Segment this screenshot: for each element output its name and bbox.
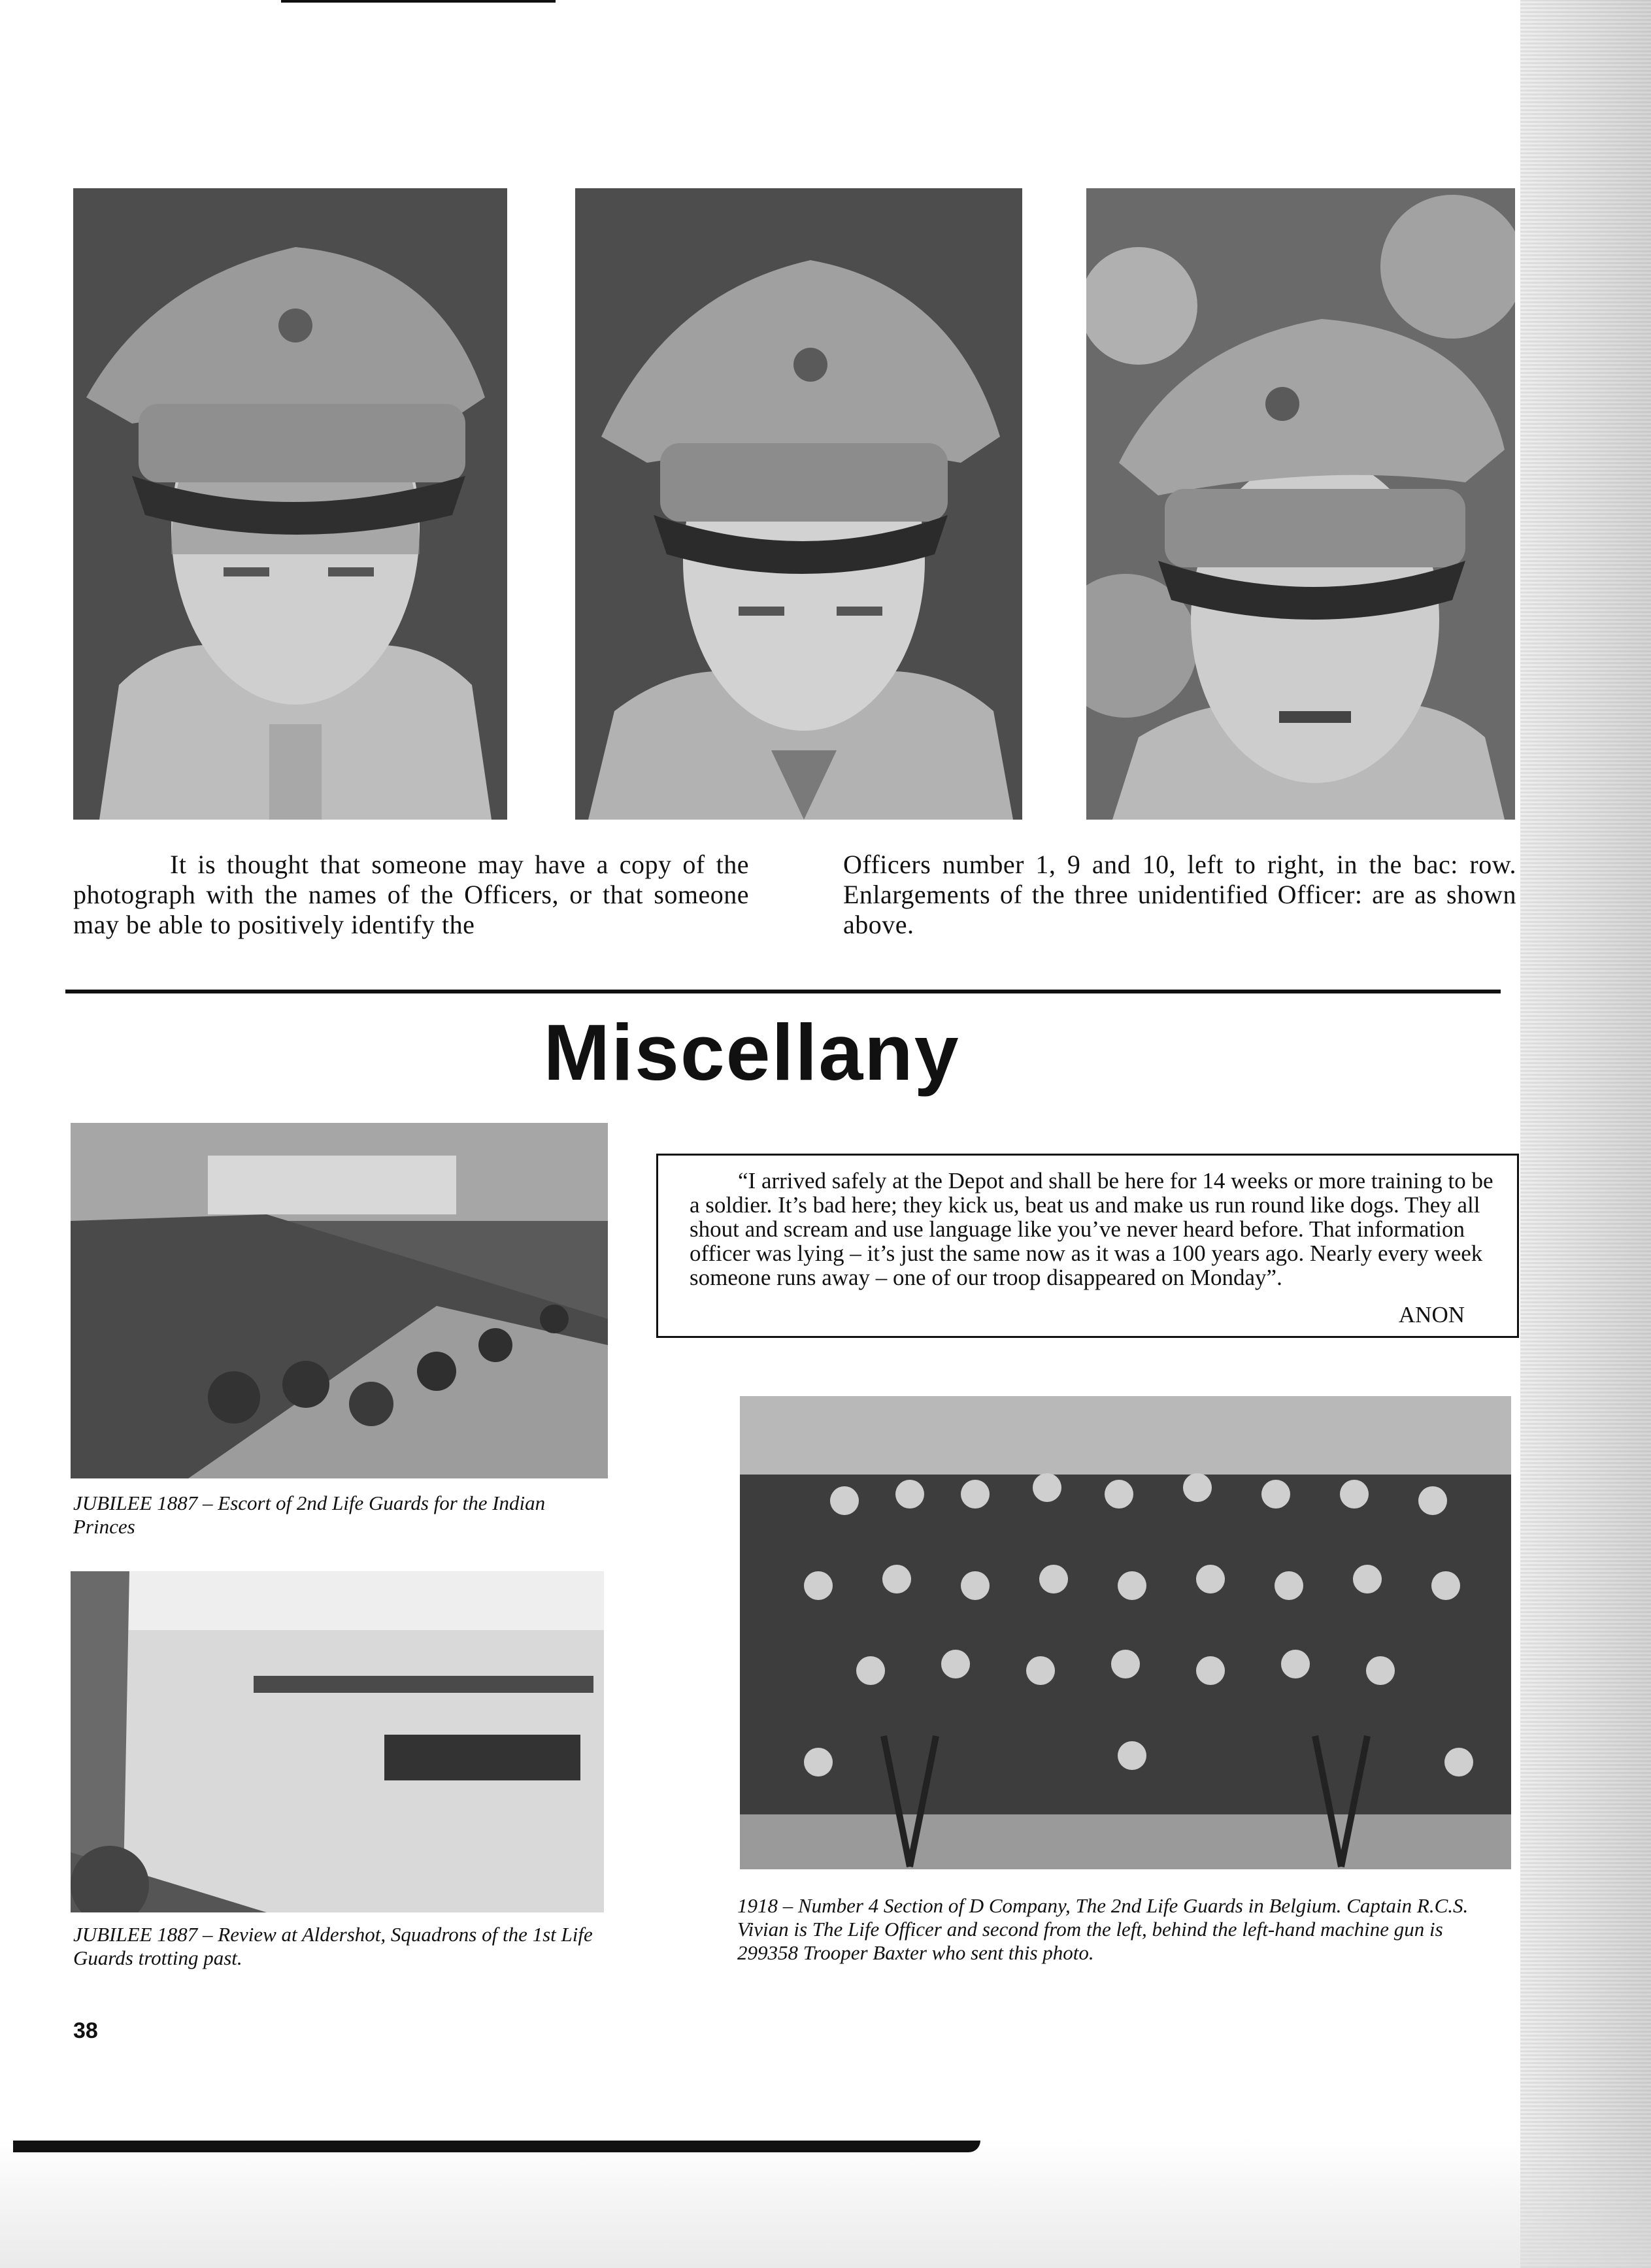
scan-edge-shading [1520,0,1651,2268]
portrait-photo-2 [575,188,1022,820]
portrait-photo-3 [1086,188,1515,820]
jubilee-escort-caption: JUBILEE 1887 – Escort of 2nd Life Guards for the Indian Princes [73,1492,546,1538]
jubilee-review-photo [71,1571,604,1912]
quote-author: ANON [1398,1302,1465,1327]
portrait-photo-1 [73,188,507,820]
section-photo-caption: 1918 – Number 4 Section of D Company, The 2nd Life Guards in Belgium. Captain R.C.S. Vivian is The Life Officer and second from the left, behind the left-hand machine gun is 299358 Trooper Baxter who sent this photo. [737,1894,1469,1964]
intro-paragraph-left: It is thought that someone may have a copy of the photograph with the names of the Officers, or that someone may be able to positively identify the [73,850,749,939]
anon-quote-box [656,1154,1519,1338]
bottom-scan-band [13,2141,980,2152]
page-number: 38 [73,2018,98,2043]
scan-bottom-shading [0,2137,1651,2268]
intro-paragraph-right: Officers number 1, 9 and 10, left to right, in the bac: row. Enlargements of the three unidentified Officer: are as shown above. [843,850,1516,939]
page-title: Miscellany [543,1008,960,1097]
top-scan-line [281,0,556,3]
jubilee-review-caption: JUBILEE 1887 – Review at Aldershot, Squadrons of the 1st Life Guards trotting past. [73,1923,593,1969]
section-divider [65,990,1501,993]
jubilee-escort-photo [71,1123,608,1478]
quote-text: “I arrived safely at the Depot and shall be here for 14 weeks or more training to be a soldier. It’s bad here; they kick us, beat us and make us run round like dogs. They all shout and scream and use language like you’ve never heard before. That information officer was lying – it’s just the same now as it was a 100 years ago. Nearly every week someone runs away – one of our troop disappeared on Monday”. [690,1168,1493,1290]
section-group-photo [740,1396,1511,1869]
